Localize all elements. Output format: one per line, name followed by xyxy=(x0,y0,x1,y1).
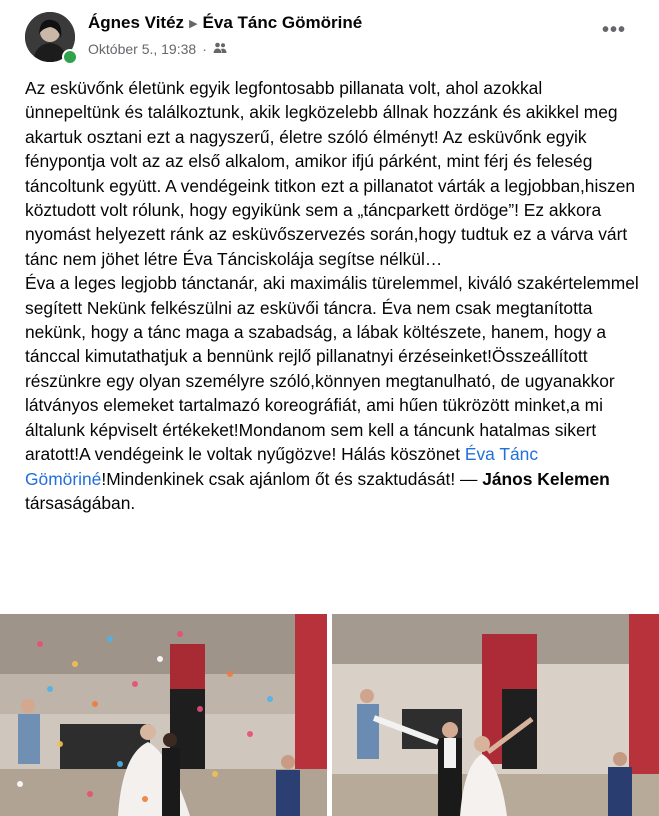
online-status-dot xyxy=(62,49,78,65)
friends-icon[interactable] xyxy=(213,41,227,57)
wedding-photo-confetti xyxy=(0,614,327,816)
post-paragraph-1: Az esküvőnk életünk egyik legfontosabb pillanata volt, ahol azokkal ünnepeltünk és találkoztunk, akik legközelebb állnak hozzánk és akikkel meg akartuk osztani ezt a nagyszerű, életre szóló élményt! Az esküvőnk egyik fénypontja volt az az első alkalom, amikor ifjú párként, mint férj és feleség táncoltunk együtt. A vendégeink titkon ezt a pillanatot várták a legjobban,hiszen köztudott volt rólunk, hogy egyikünk sem a „táncparkett ördöge”! Ez akkora nyomást helyezett ránk az esküvőszervezés során,hogy tudtuk ez a várva várt tánc nem jöhet létre Éva Tánciskolája segítse nélkül… xyxy=(25,78,636,269)
post-photo-1[interactable] xyxy=(0,614,327,816)
meta-separator: · xyxy=(202,41,207,57)
post-photo-2[interactable] xyxy=(332,614,659,816)
more-options-button[interactable]: ••• xyxy=(601,19,626,41)
post-header xyxy=(0,0,659,72)
target-name-link[interactable]: Éva Tánc Gömöriné xyxy=(202,13,363,32)
paragraph-tail: társaságában. xyxy=(25,492,136,513)
post-body xyxy=(25,76,640,515)
wedding-photo-dance xyxy=(332,614,659,816)
mention-link[interactable]: Éva Tánc Gömöriné xyxy=(25,444,539,489)
arrow-right-icon: ▶ xyxy=(189,17,198,30)
tagged-person-link[interactable]: János Kelemen xyxy=(482,468,610,489)
paragraph-2-text: Éva a leges legjobb tánctanár, aki maximális türelemmel, kiváló szakértelemmel segített Nekünk felkészülni az esküvői táncra. Éva nem csak megtanította nekünk, hogy a tánc maga a szabadság, a lábak költészete, hanem, hogy a tánccal kimutathatjuk a bennünk rejlő pillanatnyi érzéseinket!Összeállított részünkre egy olyan személyre szóló,könnyen megtanulható, de ugyanakkor látványos elemeket tartalmazó koreográfiát, ami hűen tükrözött minket,a mi általunk képviselt értékeket!Mondanom sem kell a táncunk hatalmas sikert aratott!A vendégeink le voltak nyűgözve! Hálás köszönet xyxy=(25,273,639,465)
author-name-link[interactable]: Ágnes Vitéz xyxy=(88,13,185,32)
post-meta xyxy=(88,41,227,57)
post-timestamp[interactable]: Október 5., 19:38 xyxy=(88,41,197,57)
paragraph-2-tail: !Mindenkinek csak ajánlom őt és szaktudását! — xyxy=(101,468,483,489)
post-paragraph-2 xyxy=(25,271,640,515)
post-title xyxy=(88,13,362,33)
friends-icon-svg xyxy=(213,42,227,54)
